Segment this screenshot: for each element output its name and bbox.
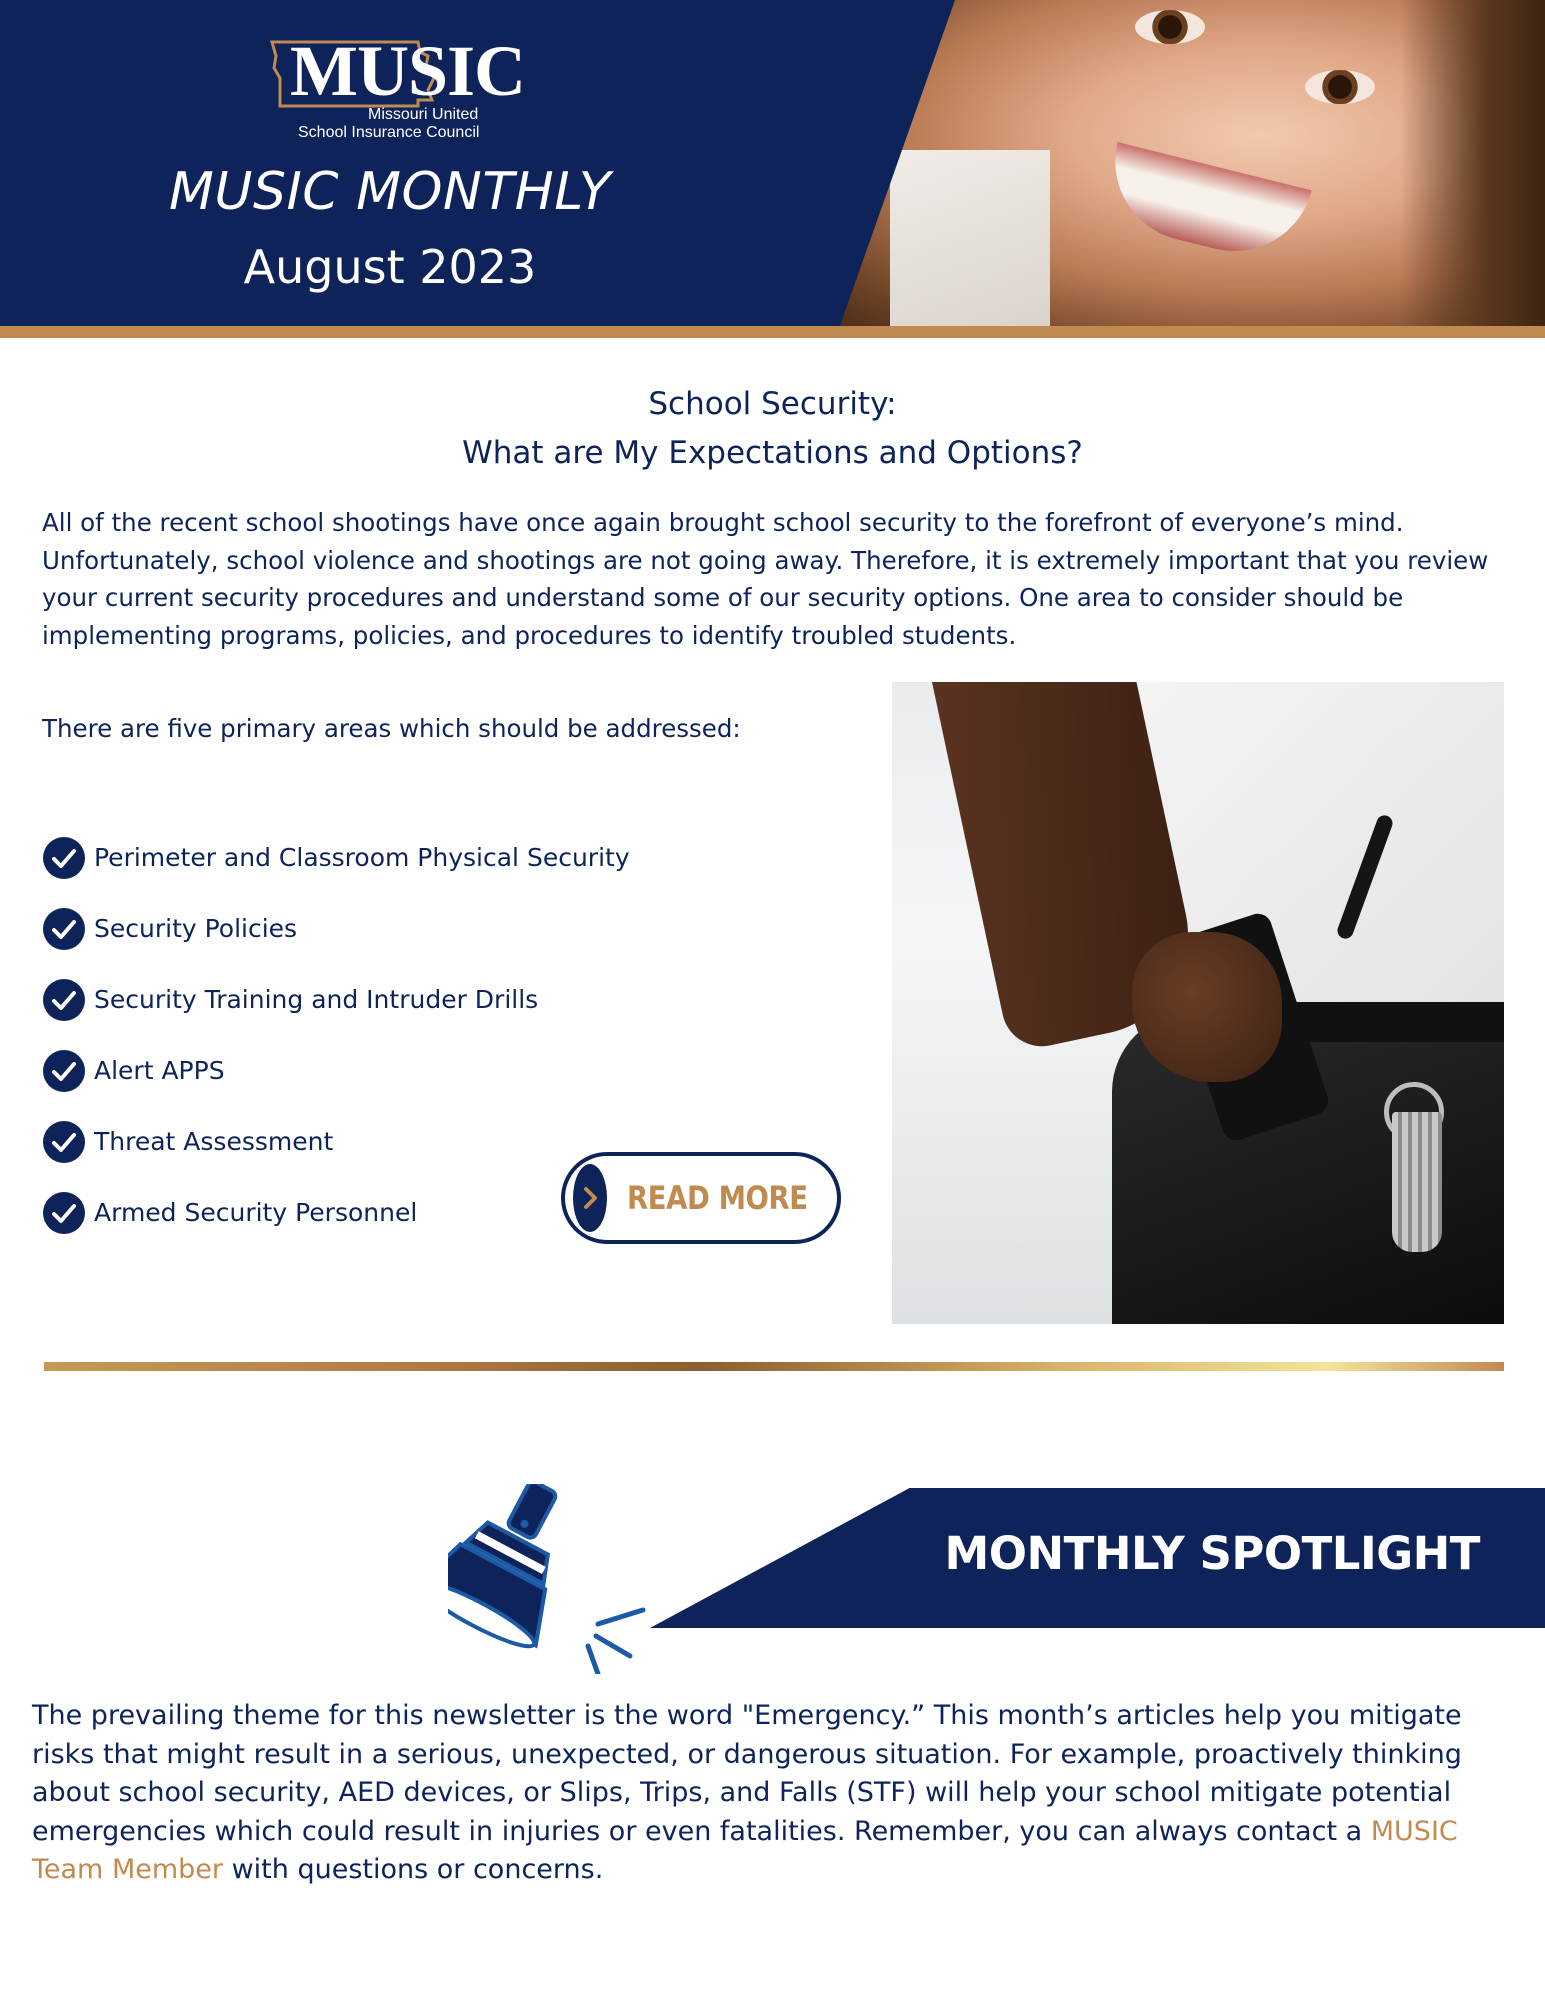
article-title-line2: What are My Expectations and Options? [462, 435, 1083, 471]
header-photo-shirt [890, 150, 1050, 338]
masthead [0, 0, 1545, 338]
read-more-label: READ MORE [626, 1179, 808, 1217]
check-circle-icon [42, 978, 86, 1022]
spotlight-icon [448, 1484, 658, 1674]
list-item-label: Perimeter and Classroom Physical Security [94, 843, 630, 872]
spotlight-body-tail: with questions or concerns. [223, 1854, 604, 1885]
list-item [42, 964, 802, 1035]
photo-belt [1282, 1002, 1504, 1042]
logo-subtitle-line1: Missouri United [368, 106, 479, 123]
header-photo-eye-right [1305, 70, 1375, 104]
check-circle-icon [42, 1120, 86, 1164]
section-divider [44, 1362, 1504, 1371]
list-item [42, 822, 802, 893]
masthead-gold-bar [0, 326, 1545, 338]
header-photo-eye-left [1135, 10, 1205, 44]
article-title [0, 380, 1545, 478]
article-title-line1: School Security: [648, 386, 897, 422]
check-circle-icon [42, 1191, 86, 1235]
newsletter-date: August 2023 [243, 240, 537, 294]
photo-keys [1392, 1112, 1442, 1252]
header-photo-hair [1400, 0, 1545, 338]
check-circle-icon [42, 1049, 86, 1093]
list-item-label: Armed Security Personnel [94, 1198, 418, 1227]
security-officer-photo [892, 682, 1504, 1324]
music-logo [268, 31, 526, 146]
logo-subtitle-line2: School Insurance Council [298, 124, 480, 141]
check-circle-icon [42, 907, 86, 951]
article-body: All of the recent school shootings have once again brought school security to the forefront of everyone’s mind. Unfortunately, school violence and shootings are not going away. Therefore, it is extremely important that you review your current security procedures and understand some of our security options. One area to consider should be implementing programs, policies, and procedures to identify troubled students. [42, 508, 1489, 650]
list-item-label: Alert APPS [94, 1056, 225, 1085]
list-item-label: Security Policies [94, 914, 298, 943]
music-team-member-link[interactable]: MUSIC Team Member [32, 1815, 1458, 1885]
chevron-right-icon [575, 1183, 605, 1213]
spotlight-body [32, 1697, 1522, 1890]
logo-wordmark: MUSIC [290, 31, 526, 111]
list-item-label: Threat Assessment [94, 1127, 334, 1156]
list-item [42, 893, 802, 964]
article-intro: There are five primary areas which should be addressed: [42, 714, 741, 743]
spotlight-title: MONTHLY SPOTLIGHT [944, 1527, 1480, 1580]
spotlight-body-text: The prevailing theme for this newsletter is the word "Emergency.” This month’s articles help you mitigate risks that might result in a serious, unexpected, or dangerous situation. For example, proactively thinking about school security, AED devices, or Slips, Trips, and Falls (STF) will help your school mitigate potential emergencies which could result in injuries or even fatalities. Remember, you can always contact a [32, 1700, 1462, 1847]
list-item [42, 1035, 802, 1106]
read-more-icon-circle [573, 1164, 607, 1232]
list-item-label: Security Training and Intruder Drills [94, 985, 539, 1014]
check-circle-icon [42, 836, 86, 880]
read-more-button[interactable] [561, 1152, 841, 1244]
newsletter-title: MUSIC MONTHLY [169, 162, 611, 222]
